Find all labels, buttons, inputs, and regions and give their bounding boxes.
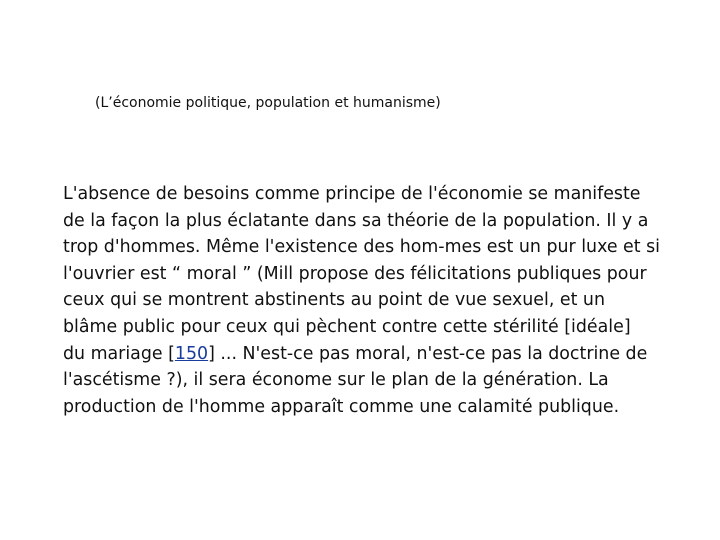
paragraph-text-segment: du mariage [ [63,343,175,364]
slide-subtitle: (L’économie politique, population et humanisme) [95,95,441,111]
paragraph-line: trop d'hommes. Même l'existence des hom-mes est un pur luxe et si [63,237,660,258]
body-paragraph [63,181,703,420]
footnote-reference-link[interactable]: 150 [174,343,209,364]
paragraph-line: de la façon la plus éclatante dans sa théorie de la population. Il y a [63,210,649,231]
paragraph-line: l'ascétisme ?), il sera économe sur le plan de la génération. La [63,370,609,391]
paragraph-line: blâme public pour ceux qui pèchent contre cette stérilité [idéale] [63,316,631,337]
paragraph-line-with-reference [63,341,703,368]
paragraph-text-segment: ] ... N'est-ce pas moral, n'est-ce pas la doctrine de [208,343,648,364]
paragraph-line: ceux qui se montrent abstinents au point de vue sexuel, et un [63,290,605,311]
paragraph-line: production de l'homme apparaît comme une calamité publique. [63,396,620,417]
paragraph-line: l'ouvrier est “ moral ” (Mill propose des félicitations publiques pour [63,263,647,284]
paragraph-line: L'absence de besoins comme principe de l'économie se manifeste [63,184,641,204]
